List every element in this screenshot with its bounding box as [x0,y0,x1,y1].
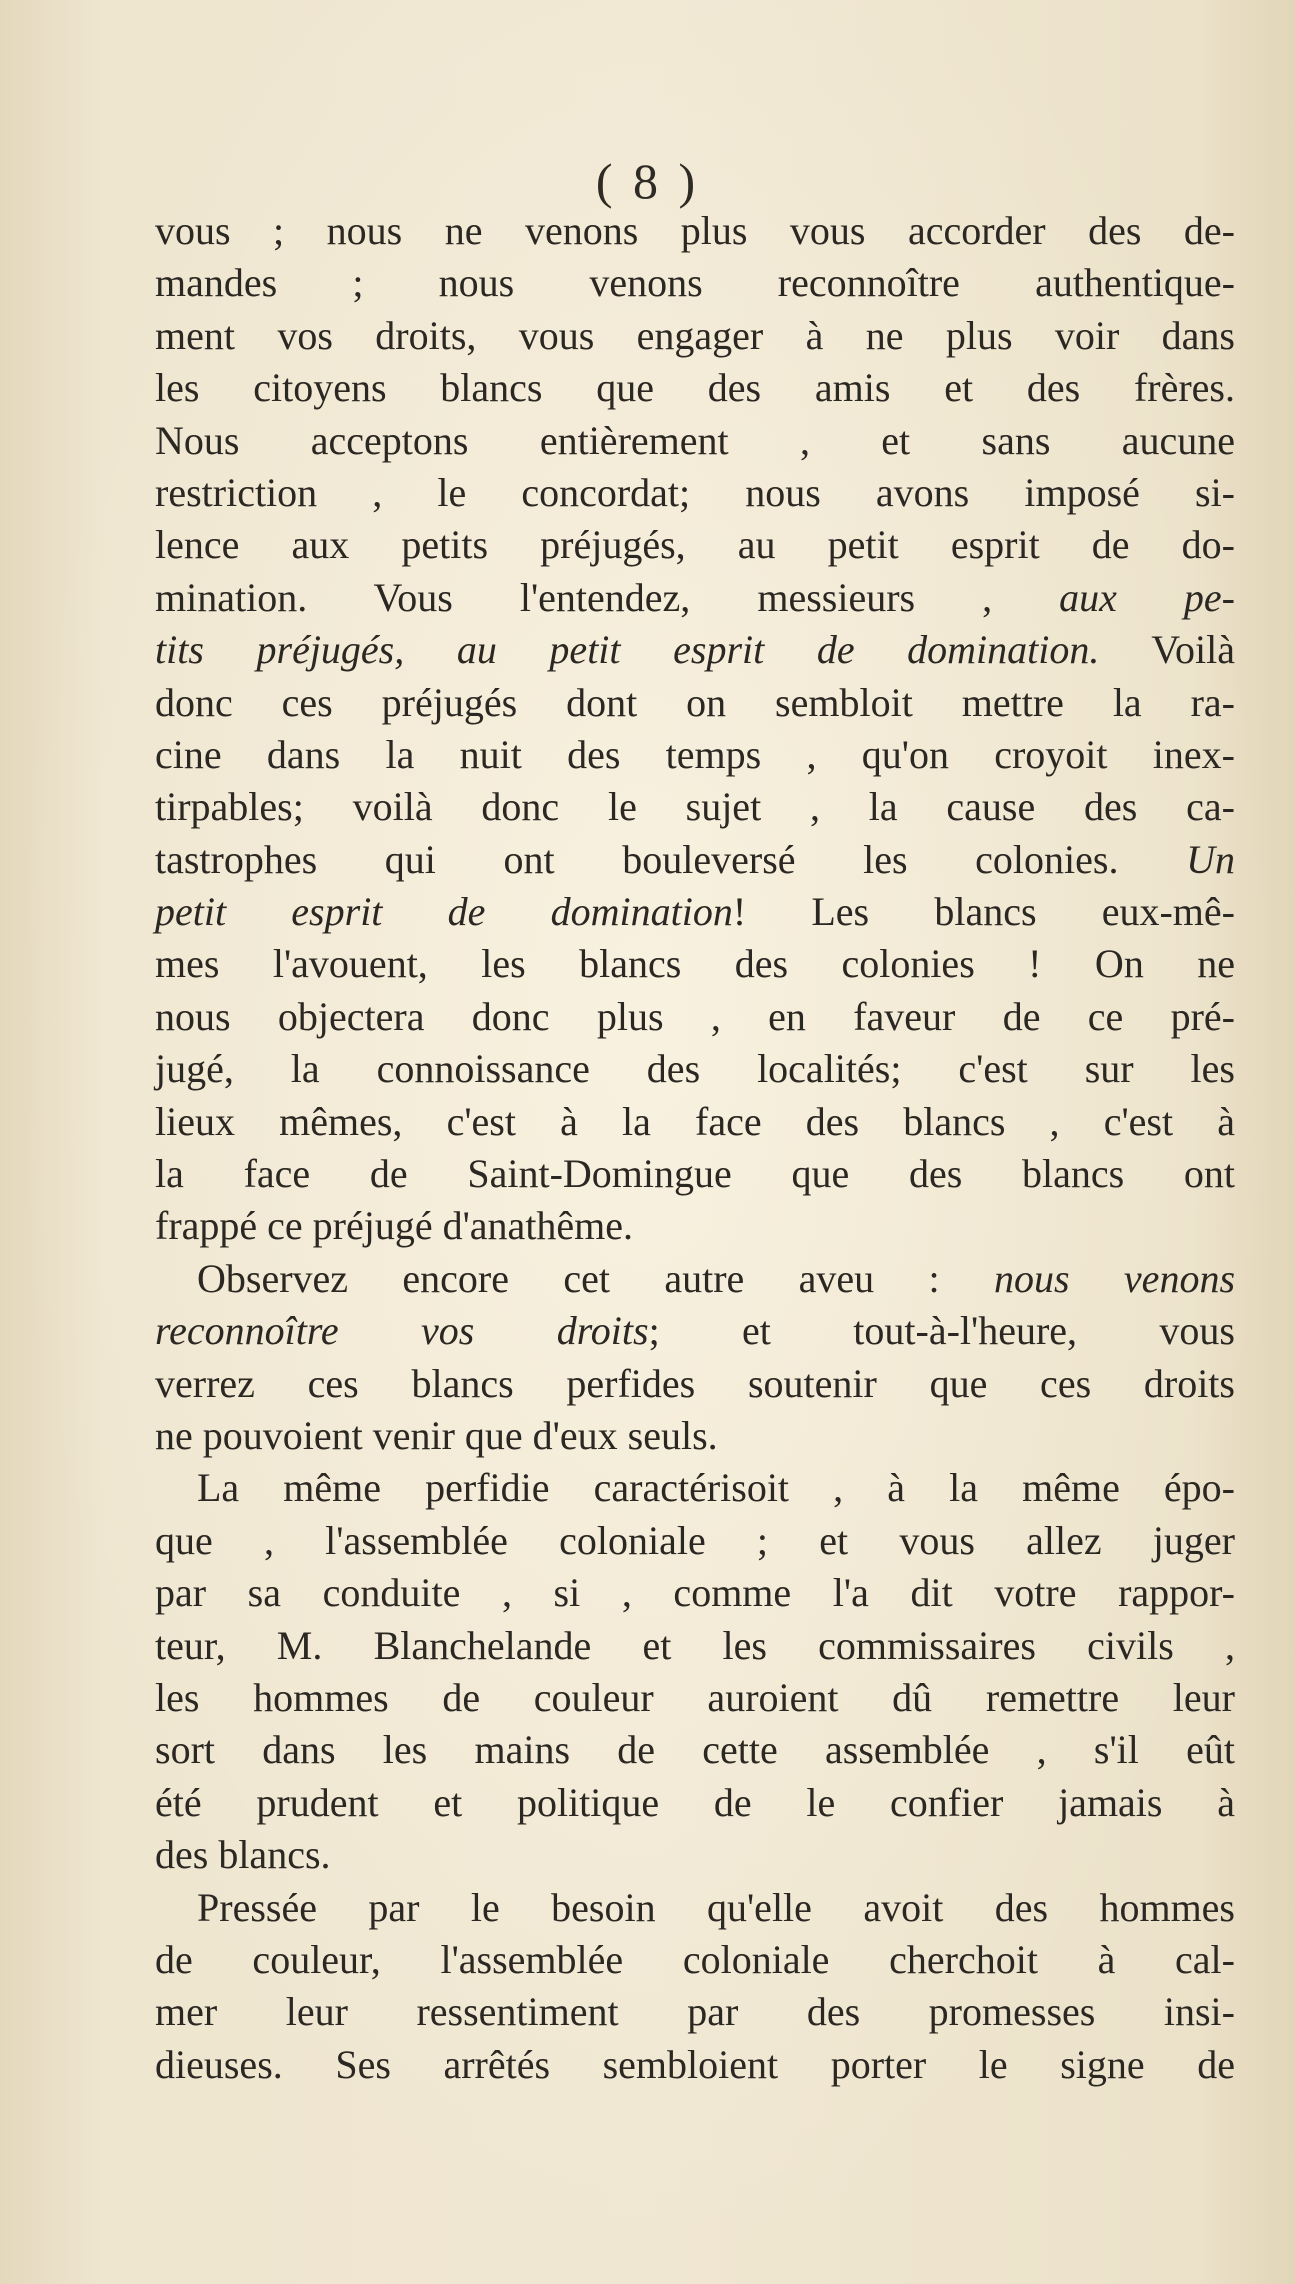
text-line: sort dans les mains de cette assemblée , s'il eût [155,1727,1235,1773]
text-line: des blancs. [155,1832,331,1878]
text-line: jugé, la connoissance des localités; c'est sur les [155,1046,1235,1092]
page-number: ( 8 ) [595,153,700,209]
italic-run: nous venons [994,1255,1236,1301]
text-line: nous objectera donc plus , en faveur de ce pré- [155,993,1235,1039]
text-line-mixed [155,572,1235,624]
italic-run: reconnoître vos droits [155,1308,649,1354]
text-line: teur, M. Blanchelande et les commissaires civils , [155,1622,1235,1668]
text-line-mixed [155,1305,1235,1357]
italic-run: tits préjugés, au petit esprit de domination. [155,627,1100,673]
text-line: Pressée par le besoin qu'elle avoit des hommes [197,1884,1235,1930]
text-line: lence aux petits préjugés, au petit esprit de do- [155,522,1235,568]
text-line-mixed [155,1253,1235,1305]
italic-run: petit esprit de domination [155,889,733,935]
text-run: Observez encore cet autre aveu : [197,1255,940,1301]
text-line: tirpables; voilà donc le sujet , la cause des ca- [155,784,1235,830]
body-text [155,205,1235,2091]
text-line-mixed [155,886,1235,938]
text-line: mer leur ressentiment par des promesses insi- [155,1989,1235,2035]
text-line: mandes ; nous venons reconnoître authentique- [155,260,1235,306]
text-line: verrez ces blancs perfides soutenir que ces droits [155,1360,1235,1406]
italic-run: aux pe- [1059,574,1235,620]
text-line: frappé ce préjugé d'anathême. [155,1203,634,1249]
text-line: vous ; nous ne venons plus vous accorder des de- [155,208,1235,253]
text-line: de couleur, l'assemblée coloniale cherchoit à cal- [155,1936,1235,1982]
text-line: la face de Saint-Domingue que des blancs ont [155,1151,1235,1197]
text-line: dieuses. Ses arrêtés sembloient porter le signe de [155,2041,1235,2087]
text-line: par sa conduite , si , comme l'a dit votre rappor- [155,1570,1235,1616]
italic-run: Un [1186,836,1235,882]
text-line: ment vos droits, vous engager à ne plus voir dans [155,312,1235,358]
text-line-mixed [155,834,1235,886]
text-line: que , l'assemblée coloniale ; et vous allez juger [155,1517,1235,1563]
text-line-mixed [155,624,1235,676]
text-run: ; et tout-à-l'heure, vous [648,1308,1235,1354]
text-run: Voilà [1151,627,1235,673]
text-line: La même perfidie caractérisoit , à la même épo- [197,1465,1235,1511]
text-line: cine dans la nuit des temps , qu'on croyoit inex- [155,731,1235,777]
text-line: donc ces préjugés dont on sembloit mettre la ra- [155,679,1235,725]
text-line: Nous acceptons entièrement , et sans aucune [155,417,1235,463]
text-run: tastrophes qui ont bouleversé les colonies. [155,836,1119,882]
text-line: lieux mêmes, c'est à la face des blancs , c'est à [155,1098,1235,1144]
text-line: les citoyens blancs que des amis et des frères. [155,365,1235,411]
text-line: les hommes de couleur auroient dû remettre leur [155,1674,1235,1720]
text-line: été prudent et politique de le confier jamais à [155,1779,1235,1825]
text-line: ne pouvoient venir que d'eux seuls. [155,1412,718,1458]
text-line: mes l'avouent, les blancs des colonies ! On ne [155,941,1235,987]
text-run: mination. Vous l'entendez, messieurs , [155,574,993,620]
text-line: restriction , le concordat; nous avons imposé si- [155,469,1235,515]
text-run: ! Les blancs eux-mê- [732,889,1235,935]
